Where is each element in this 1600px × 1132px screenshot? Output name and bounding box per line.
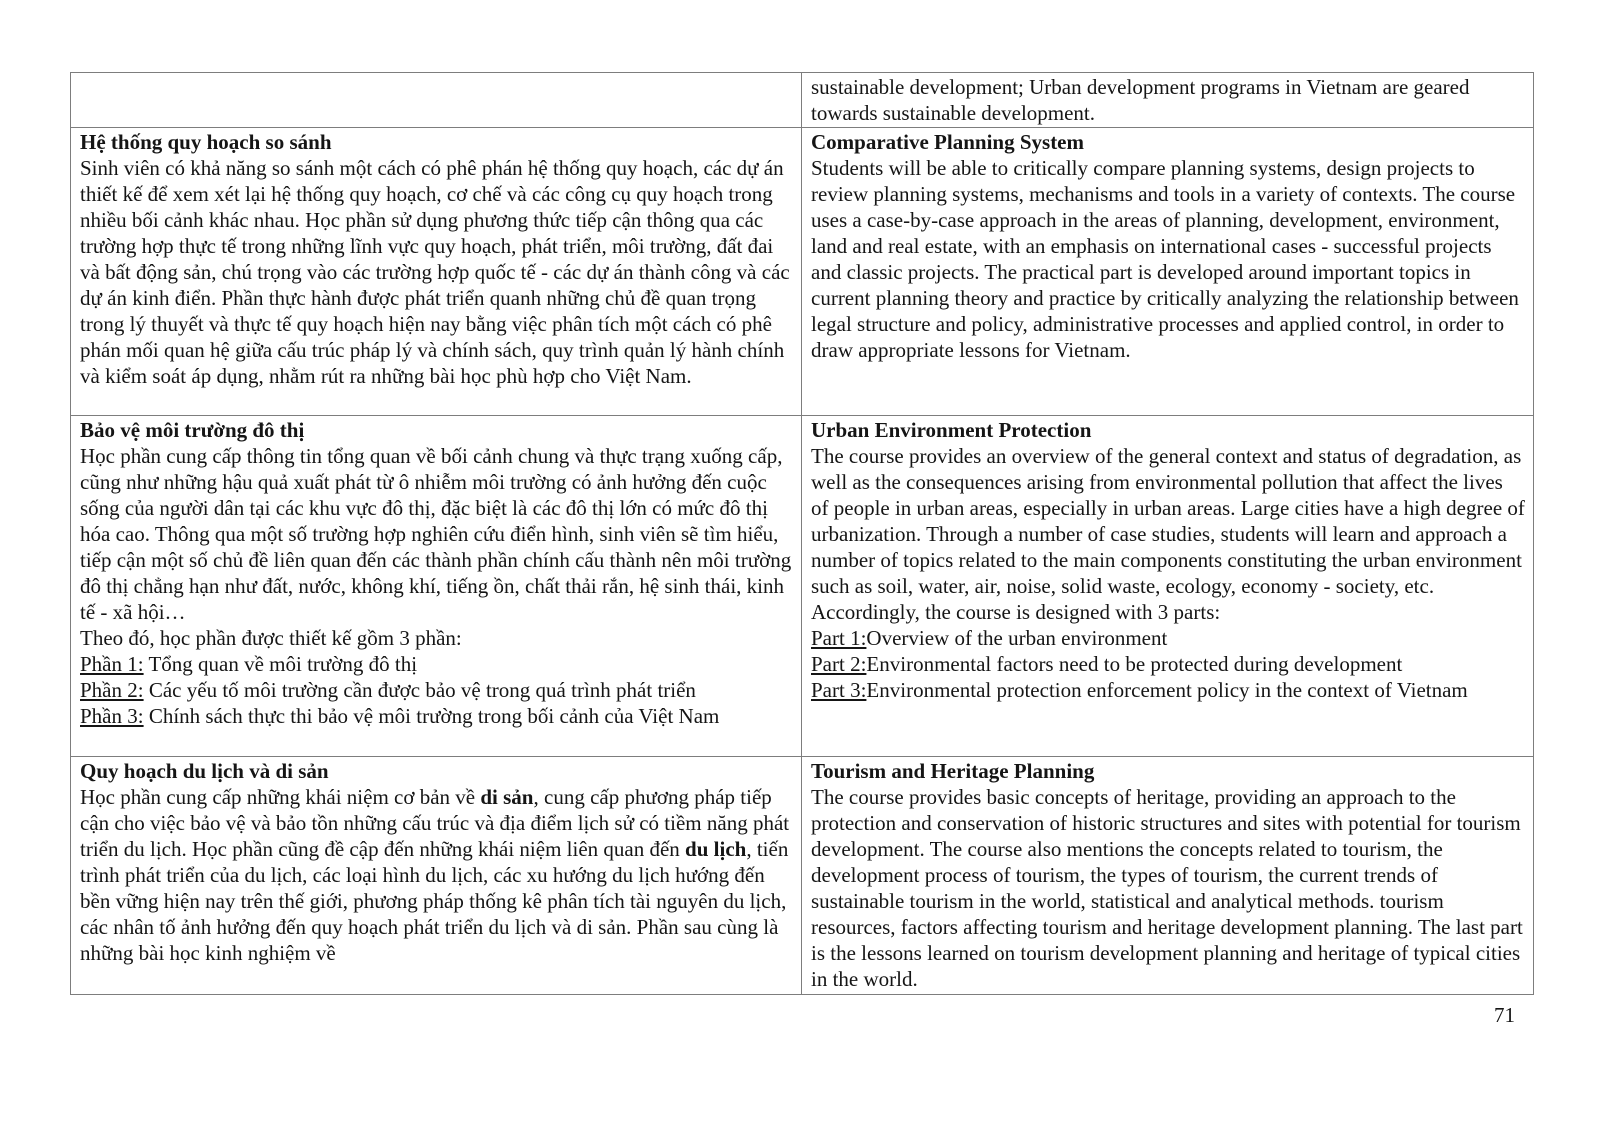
page-number: 71 [1494, 1003, 1515, 1027]
part-text: Overview of the urban environment [866, 626, 1168, 650]
course-description-en: The course provides basic concepts of heritage, providing an approach to the protection and conservation of historic structures and sites with potential for tourism development. The course also mentions the concepts related to tourism, the development process of tourism, the types of tourism, the current trends of sustainable tourism in the world, statistical and analytical methods. tourism resources, factors affecting tourism and heritage development planning. The last part is the lessons learned on tourism development planning and heritage of typical cities in the world. [811, 785, 1523, 991]
course-description-vi: Học phần cung cấp thông tin tổng quan về bối cảnh chung và thực trạng xuống cấp, cũng như những hậu quả xuất phát từ ô nhiễm môi trường có ảnh hưởng đến cuộc sống của người dân tại các khu vực đô thị, đặc biệt là các đô thị lớn có mức đô thị hóa cao. Thông qua một số trường hợp nghiên cứu điển hình, sinh viên sẽ tìm hiểu, tiếp cận một số chủ đề liên quan đến các thành phần chính cấu thành nên môi trường đô thị chẳng hạn như đất, nước, không khí, tiếng ồn, chất thải rắn, hệ sinh thái, kinh tế - xã hội… [80, 444, 792, 624]
description-segment: , cung cấp phương pháp tiếp cận cho việc bảo vệ và bảo tồn những cấu trúc và địa điểm lịch sử có tiềm năng phát triển du lịch. Học phần cũng đề cập đến những khái niệm liên quan đến [80, 785, 790, 861]
description-segment: Học phần cung cấp những khái niệm cơ bản về [80, 785, 481, 809]
part-line-vi [80, 651, 793, 677]
part-text: Chính sách thực thi bảo vệ môi trường trong bối cảnh của Việt Nam [143, 704, 720, 728]
english-cell-continuation [802, 73, 1534, 128]
course-title-vi: Bảo vệ môi trường đô thị [80, 418, 305, 442]
part-label: Phần 2: [80, 678, 144, 702]
course-description-en: The course provides an overview of the general context and status of degradation, as well as the consequences arising from environmental pollution that affect the lives of people in urban areas, especially in urban areas. Large cities have a high degree of urbanization. Through a number of case studies, students will learn and approach a number of topics related to the main components constituting the urban environment such as soil, water, air, noise, solid waste, ecology, economy - society, etc. [811, 444, 1525, 598]
part-label: Part 1: [811, 626, 867, 650]
parts-intro-vi: Theo đó, học phần được thiết kế gồm 3 phần: [80, 626, 462, 650]
vietnamese-cell-comparative [71, 128, 802, 416]
continuation-text: sustainable development; Urban development programs in Vietnam are geared towards sustainable development. [811, 75, 1470, 125]
vietnamese-cell-empty [71, 73, 802, 128]
part-label: Phần 3: [80, 704, 144, 728]
course-description-vi [80, 784, 793, 966]
description-segment-bold: di sản [480, 785, 534, 809]
table-row-tourism-heritage [71, 757, 1534, 995]
course-title-en: Urban Environment Protection [811, 418, 1092, 442]
english-cell-comparative [802, 128, 1534, 416]
course-description-en: Students will be able to critically compare planning systems, design projects to review planning systems, mechanisms and tools in a variety of contexts. The course uses a case-by-case approach in the areas of planning, development, environment, land and real estate, with an emphasis on international cases - successful projects and classic projects. The practical part is developed around important topics in current planning theory and practice by critically analyzing the relationship between legal structure and policy, administrative processes and applied control, in order to draw appropriate lessons for Vietnam. [811, 156, 1519, 362]
part-line-en [811, 625, 1525, 651]
english-cell-environment [802, 416, 1534, 757]
course-description-vi: Sinh viên có khả năng so sánh một cách có phê phán hệ thống quy hoạch, các dự án thiết kế để xem xét lại hệ thống quy hoạch, cơ chế và các công cụ quy hoạch trong nhiều bối cảnh khác nhau. Học phần sử dụng phương thức tiếp cận thông qua các trường hợp thực tế trong những lĩnh vực quy hoạch, phát triển, môi trường, đất đai và bất động sản, chú trọng vào các trường hợp quốc tế - các dự án thành công và các dự án kinh điển. Phần thực hành được phát triển quanh những chủ đề quan trọng trong lý thuyết và thực tế quy hoạch hiện nay bằng việc phân tích một cách có phê phán mối quan hệ giữa cấu trúc pháp lý và chính sách, quy trình quản lý hành chính và kiểm soát áp dụng, nhằm rút ra những bài học phù hợp cho Việt Nam. [80, 156, 790, 388]
description-segment: , tiến trình phát triển của du lịch, các loại hình du lịch, các xu hướng du lịch hướng đến bền vững hiện nay trên thế giới, phương pháp thống kê phân tích tài nguyên du lịch, các nhân tố ảnh hưởng đến quy hoạch phát triển du lịch và di sản. Phần sau cùng là những bài học kinh nghiệm về [80, 837, 789, 965]
part-text: Environmental protection enforcement policy in the context of Vietnam [866, 678, 1468, 702]
part-line-vi [80, 677, 793, 703]
table-row-environment-protection [71, 416, 1534, 757]
part-line-vi [80, 703, 793, 729]
course-title-en: Tourism and Heritage Planning [811, 759, 1095, 783]
vietnamese-cell-environment [71, 416, 802, 757]
parts-intro-en: Accordingly, the course is designed with 3 parts: [811, 600, 1221, 624]
part-text: Environmental factors need to be protected during development [866, 652, 1403, 676]
part-label: Part 3: [811, 678, 867, 702]
course-title-vi: Hệ thống quy hoạch so sánh [80, 130, 332, 154]
course-title-en: Comparative Planning System [811, 130, 1084, 154]
part-text: Tổng quan về môi trường đô thị [143, 652, 418, 676]
english-cell-tourism [802, 757, 1534, 995]
part-line-en [811, 651, 1525, 677]
part-line-en [811, 677, 1525, 703]
table-row-continuation [71, 73, 1534, 128]
course-title-vi: Quy hoạch du lịch và di sản [80, 759, 329, 783]
description-segment-bold: du lịch [685, 837, 747, 861]
part-label: Phần 1: [80, 652, 144, 676]
course-description-table [70, 72, 1534, 995]
part-label: Part 2: [811, 652, 867, 676]
vietnamese-cell-tourism [71, 757, 802, 995]
part-text: Các yếu tố môi trường cần được bảo vệ trong quá trình phát triển [143, 678, 696, 702]
table-row-comparative-planning [71, 128, 1534, 416]
